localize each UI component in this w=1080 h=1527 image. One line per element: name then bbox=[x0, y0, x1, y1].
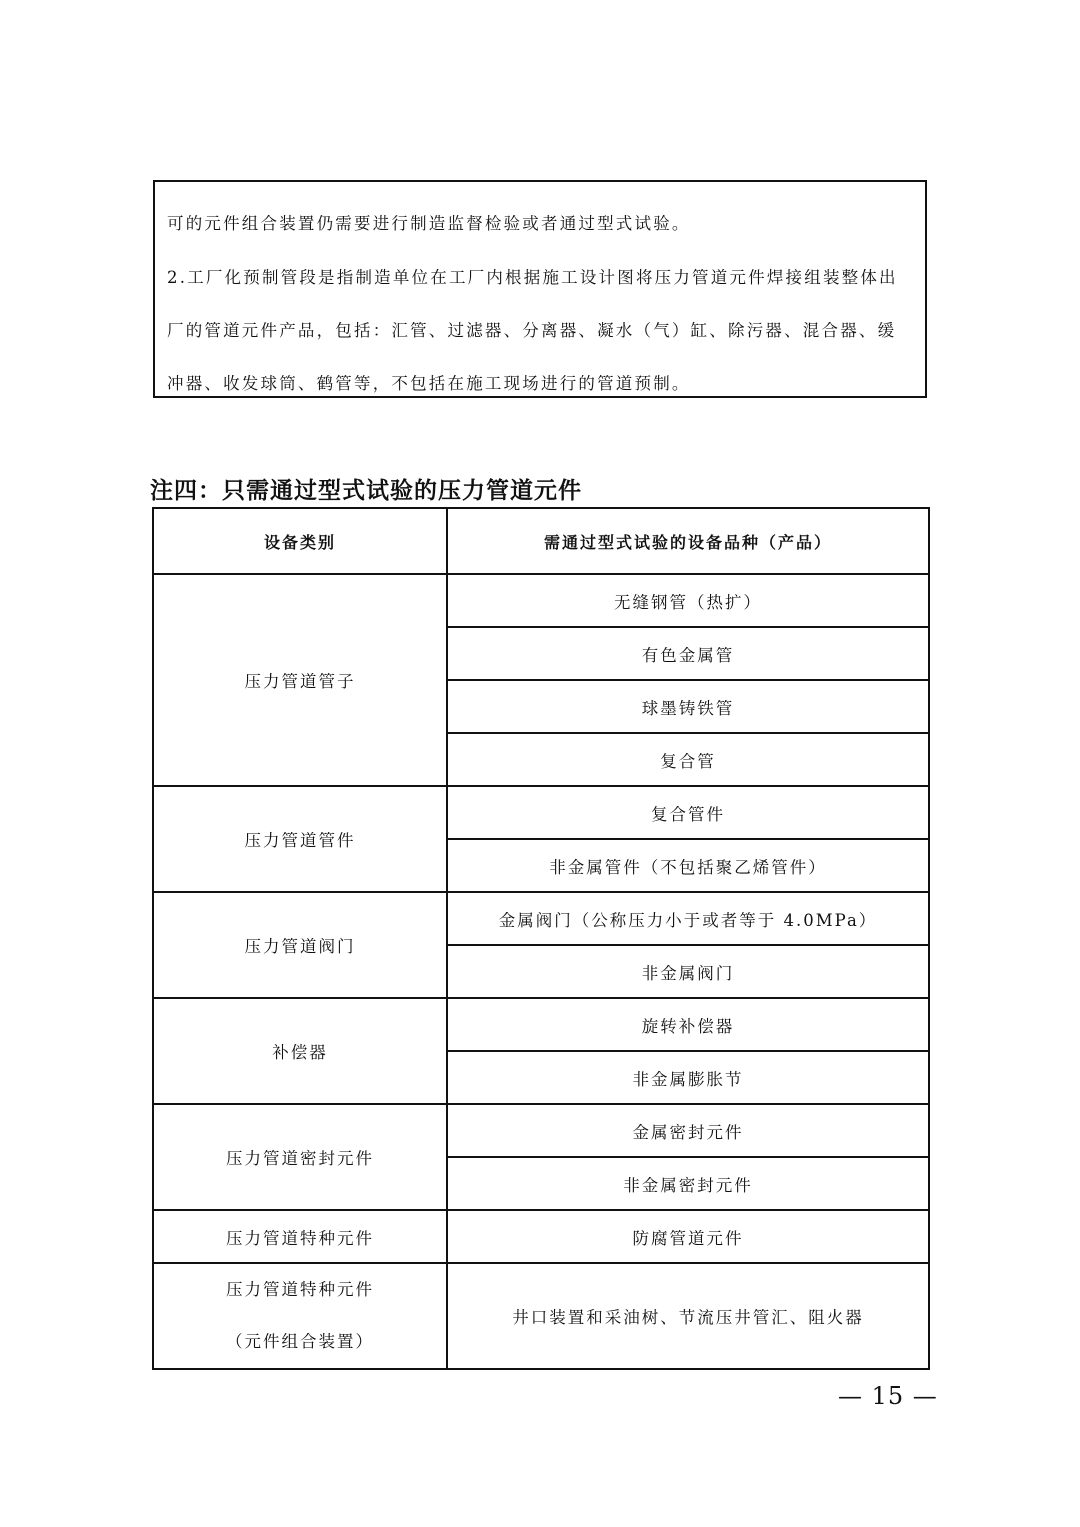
column-header-category: 设备类别 bbox=[153, 508, 447, 574]
product-cell: 非金属密封元件 bbox=[447, 1157, 929, 1210]
product-cell: 非金属管件（不包括聚乙烯管件） bbox=[447, 839, 929, 892]
note-line: 可的元件组合装置仍需要进行制造监督检验或者通过型式试验。 bbox=[167, 214, 691, 233]
table-row bbox=[153, 1263, 929, 1369]
product-cell: 复合管 bbox=[447, 733, 929, 786]
table-row bbox=[153, 786, 929, 839]
category-cell: 压力管道管子 bbox=[153, 574, 447, 786]
category-cell: 压力管道密封元件 bbox=[153, 1104, 447, 1210]
page-number: — 15 — bbox=[838, 1382, 938, 1410]
table-row bbox=[153, 998, 929, 1051]
category-note: （元件组合装置） bbox=[226, 1332, 374, 1351]
product-cell: 非金属阀门 bbox=[447, 945, 929, 998]
type-test-table bbox=[152, 507, 930, 1370]
category-cell: 补偿器 bbox=[153, 998, 447, 1104]
product-cell: 复合管件 bbox=[447, 786, 929, 839]
note-line: 厂的管道元件产品，包括：汇管、过滤器、分离器、凝水（气）缸、除污器、混合器、缓 bbox=[167, 321, 897, 340]
product-cell: 金属阀门（公称压力小于或者等于 4.0MPa） bbox=[447, 892, 929, 945]
category-cell: 压力管道特种元件 bbox=[153, 1210, 447, 1263]
product-cell: 非金属膨胀节 bbox=[447, 1051, 929, 1104]
product-cell: 井口装置和采油树、节流压井管汇、阻火器 bbox=[447, 1263, 929, 1369]
table-row bbox=[153, 574, 929, 627]
note-line: 冲器、收发球筒、鹤管等，不包括在施工现场进行的管道预制。 bbox=[167, 374, 691, 393]
category-cell: 压力管道阀门 bbox=[153, 892, 447, 998]
product-cell: 旋转补偿器 bbox=[447, 998, 929, 1051]
category-cell bbox=[153, 1263, 447, 1369]
product-cell: 无缝钢管（热扩） bbox=[447, 574, 929, 627]
table-row bbox=[153, 892, 929, 945]
product-cell: 有色金属管 bbox=[447, 627, 929, 680]
product-cell: 防腐管道元件 bbox=[447, 1210, 929, 1263]
note-box bbox=[153, 180, 927, 398]
category-label: 压力管道特种元件 bbox=[226, 1280, 374, 1299]
table-header-row bbox=[153, 508, 929, 574]
note-line: 2.工厂化预制管段是指制造单位在工厂内根据施工设计图将压力管道元件焊接组装整体出 bbox=[167, 268, 898, 287]
category-cell: 压力管道管件 bbox=[153, 786, 447, 892]
table-row bbox=[153, 1210, 929, 1263]
product-cell: 球墨铸铁管 bbox=[447, 680, 929, 733]
column-header-products: 需通过型式试验的设备品种（产品） bbox=[447, 508, 929, 574]
table-row bbox=[153, 1104, 929, 1157]
product-cell: 金属密封元件 bbox=[447, 1104, 929, 1157]
section-title: 注四：只需通过型式试验的压力管道元件 bbox=[150, 478, 582, 504]
